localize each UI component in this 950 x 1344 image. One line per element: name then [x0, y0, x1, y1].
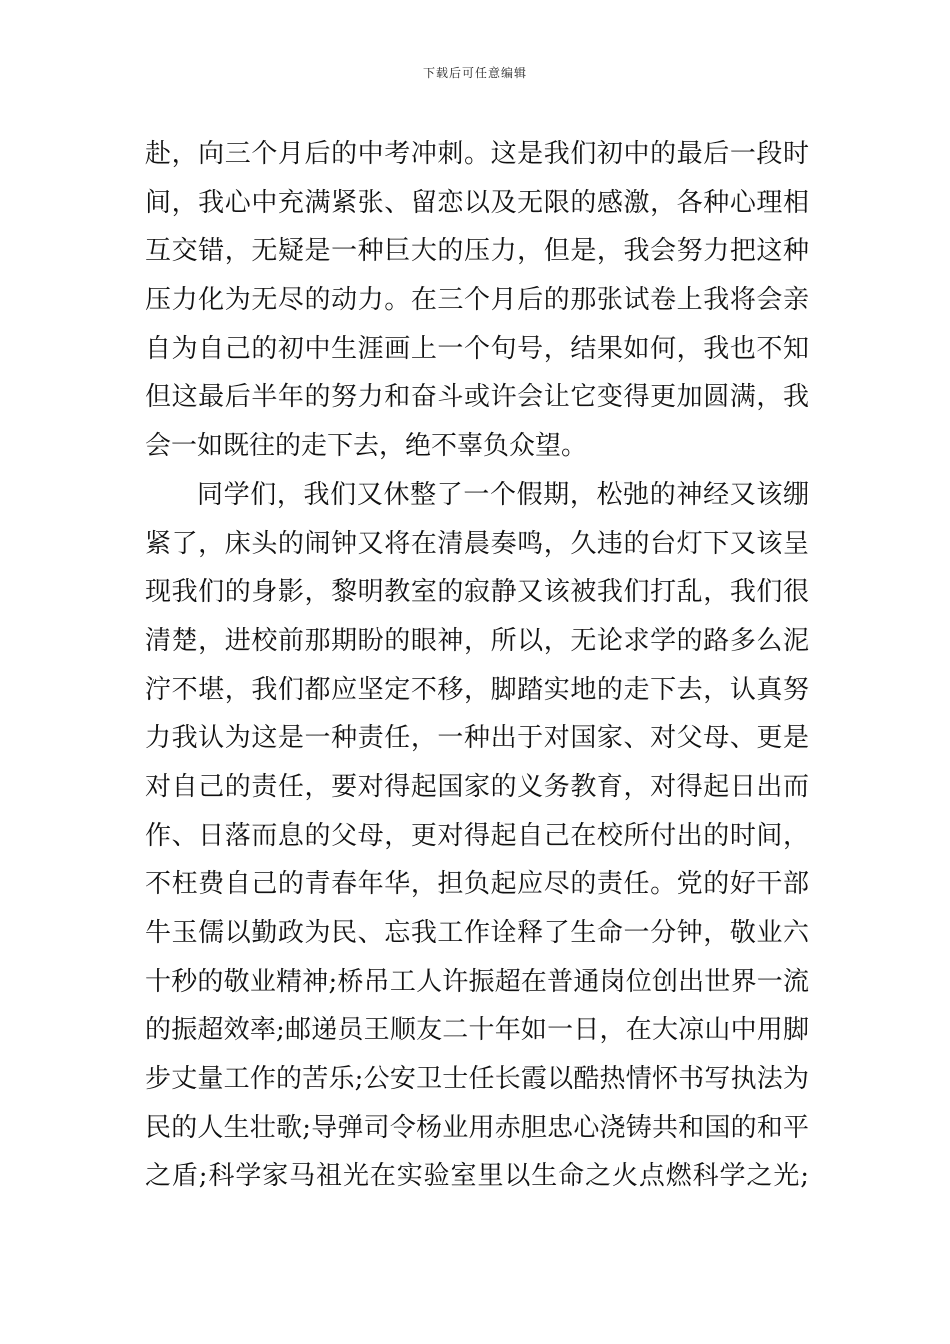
text-line: 赴，向三个月后的中考冲刺。这是我们初中的最后一段时 — [145, 139, 809, 169]
text-line: 会一如既往的走下去，绝不辜负众望。 — [145, 431, 588, 462]
text-line: 清楚，进校前那期盼的眼神，所以，无论求学的路多么泥 — [145, 625, 809, 656]
text-line: 作、日落而息的父母，更对得起自己在校所付出的时间， — [145, 820, 809, 851]
text-line: 牛玉儒以勤政为民、忘我工作诠释了生命一分钟，敬业六 — [145, 918, 809, 948]
text-line: 力我认为这是一种责任，一种出于对国家、对父母、更是 — [145, 723, 809, 754]
text-line: 紧了，床头的闹钟又将在清晨奏鸣，久违的台灯下又该呈 — [145, 528, 809, 559]
text-line: 现我们的身影，黎明教室的寂静又该被我们打乱，我们很 — [145, 577, 809, 608]
text-line: 民的人生壮歌;导弹司令杨业用赤胆忠心浇铸共和国的和平 — [145, 1112, 809, 1143]
page-header: 下载后可任意编辑 — [422, 66, 527, 80]
paragraph — [145, 130, 809, 471]
text-line: 间，我心中充满紧张、留恋以及无限的感激，各种心理相 — [145, 187, 809, 218]
text-line: 步丈量工作的苦乐;公安卫士任长霞以酷热情怀书写执法为 — [145, 1064, 809, 1095]
text-line: 但这最后半年的努力和奋斗或许会让它变得更加圆满，我 — [145, 382, 809, 413]
text-line: 不枉费自己的青春年华，担负起应尽的责任。党的好干部 — [145, 869, 809, 900]
text-line: 互交错，无疑是一种巨大的压力，但是，我会努力把这种 — [145, 236, 809, 267]
paragraph — [145, 471, 809, 1201]
text-line: 压力化为无尽的动力。在三个月后的那张试卷上我将会亲 — [145, 285, 809, 316]
document-body — [145, 130, 809, 1201]
text-line: 之盾;科学家马祖光在实验室里以生命之火点燃科学之光; — [145, 1161, 809, 1192]
text-line: 同学们，我们又休整了一个假期，松弛的神经又该绷 — [197, 479, 809, 510]
text-line: 的振超效率;邮递员王顺友二十年如一日，在大凉山中用脚 — [145, 1015, 809, 1046]
text-line: 泞不堪，我们都应坚定不移，脚踏实地的走下去，认真努 — [145, 674, 809, 705]
text-line: 十秒的敬业精神;桥吊工人许振超在普通岗位创出世界一流 — [145, 966, 809, 997]
text-line: 对自己的责任，要对得起国家的义务教育，对得起日出而 — [145, 771, 809, 802]
text-line: 自为自己的初中生涯画上一个句号，结果如何，我也不知 — [145, 333, 809, 364]
